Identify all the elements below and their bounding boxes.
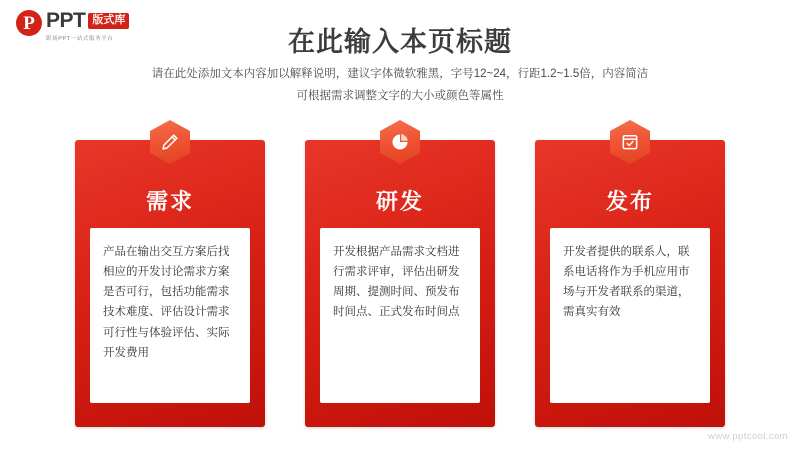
- card-title: 发布: [605, 189, 654, 214]
- page-title: 在此输入本页标题: [288, 27, 512, 57]
- watermark: www.pptcool.com: [708, 431, 788, 442]
- card-body: [550, 228, 710, 403]
- card-list: [0, 140, 800, 427]
- card-title: 研发: [375, 189, 424, 214]
- page-subtitle-line-2: 可根据需求调整文字的大小或颜色等属性: [296, 89, 504, 102]
- page-subtitle-line-1: 请在此处添加文本内容加以解释说明，建议字体微软雅黑，字号12~24，行距1.2~1.5倍，内容简洁: [151, 68, 649, 80]
- page-subtitle: [0, 64, 800, 108]
- card-text: 产品在输出交互方案后找相应的开发讨论需求方案是否可行，包括功能需求技术难度、评估设计需求可行性与体验评估、实际开发费用: [103, 246, 230, 359]
- logo-mark-icon: P: [16, 10, 42, 36]
- card-title: 需求: [145, 189, 194, 214]
- logo-badge: 版式库: [88, 13, 129, 29]
- card-item[interactable]: [535, 140, 725, 427]
- card-text: 开发根据产品需求文档进行需求评审，评估出研发周期、提测时间、预发布时间点、正式发布时间点: [333, 246, 460, 319]
- card-body: [320, 228, 480, 403]
- card-text: 开发者提供的联系人，联系电话将作为手机应用市场与开发者联系的渠道，需真实有效: [563, 246, 690, 319]
- logo-name: PPT: [46, 9, 86, 32]
- card-item[interactable]: [75, 140, 265, 427]
- card-body: [90, 228, 250, 403]
- card-item[interactable]: [305, 140, 495, 427]
- logo-tagline: 职场PPT一站式服务平台: [46, 36, 114, 42]
